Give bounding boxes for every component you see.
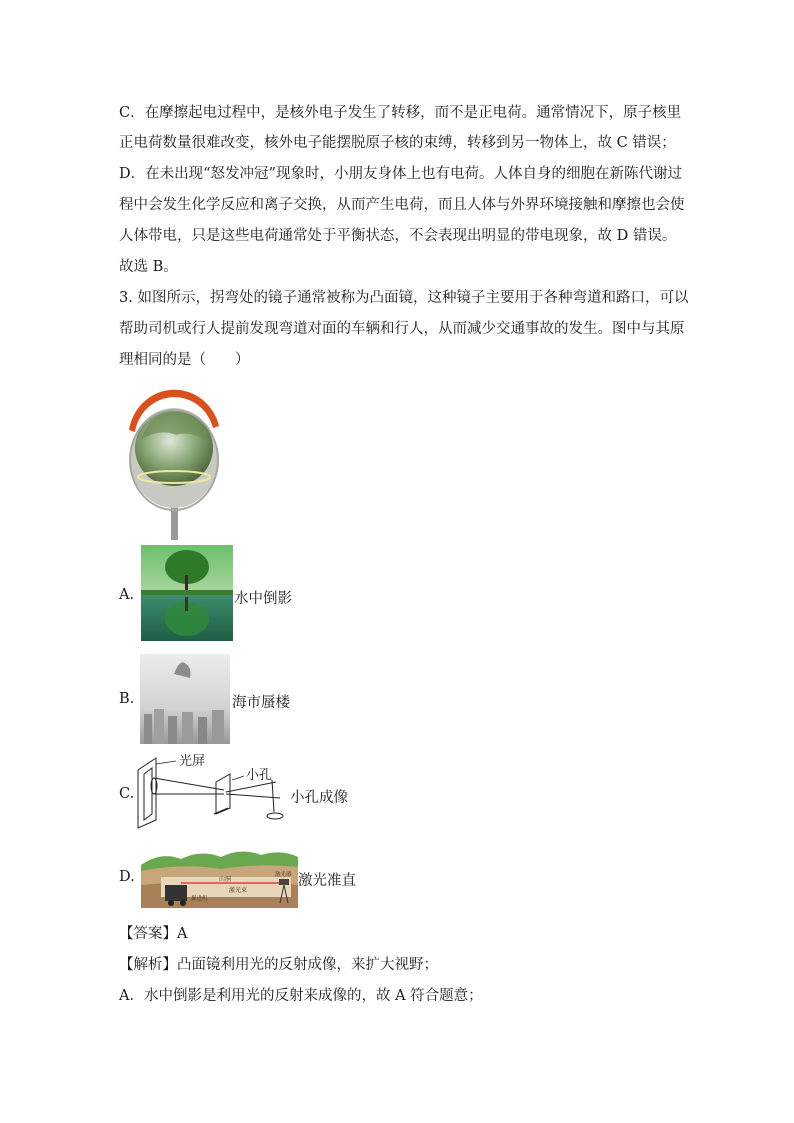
water-reflection-image <box>141 545 233 641</box>
option-b-letter: B. <box>119 691 135 707</box>
question-line-1: 3. 如图所示，拐弯处的镜子通常被称为凸面镜，这种镜子主要用于各种弯道和路口，可以 <box>119 290 689 306</box>
option-c-caption: 小孔成像 <box>290 790 348 806</box>
option-c-letter: C. <box>119 786 135 802</box>
choose-line: 故选 B。 <box>119 259 178 275</box>
laser-device-label: 激光器 <box>275 872 292 878</box>
answer-line: 【答案】A <box>119 926 188 942</box>
screen-label: 光屏 <box>179 753 206 768</box>
pinhole-diagram <box>134 752 290 830</box>
analysis-line-1: 【解析】凸面镜利用光的反射成像，来扩大视野； <box>119 957 438 973</box>
paragraph-c-line-1: C．在摩擦起电过程中，是核外电子发生了转移，而不是正电荷。通常情况下，原子核里 <box>119 105 682 121</box>
convex-mirror-image <box>121 380 229 540</box>
option-d-letter: D. <box>119 869 135 885</box>
analysis-line-2: A．水中倒影是利用光的反射来成像的，故 A 符合题意； <box>119 988 483 1004</box>
paragraph-d-line-1: D．在未出现“怒发冲冠”现象时，小朋友身体上也有电荷。人体自身的细胞在新陈代谢过 <box>119 166 682 182</box>
paragraph-c-line-2: 正电荷数量很难改变，核外电子能摆脱原子核的束缚，转移到另一物体上，故 C 错误； <box>119 135 676 151</box>
hole-label: 小孔 <box>246 767 273 782</box>
question-line-2: 帮助司机或行人提前发现弯道对面的车辆和行人，从而减少交通事故的发生。图中与其原 <box>119 321 685 337</box>
tunnel-label: 山洞 <box>219 876 232 883</box>
option-d-caption: 激光准直 <box>298 873 356 889</box>
paragraph-d-line-2: 程中会发生化学反应和离子交换，从而产生电荷，而且人体与外界环境接触和摩擦也会使 <box>119 197 685 213</box>
question-line-3: 理相同的是（ ） <box>119 352 250 368</box>
mirage-image <box>140 654 230 744</box>
laser-tunnel-image <box>141 845 298 908</box>
paragraph-d-line-3: 人体带电，只是这些电荷通常处于平衡状态，不会表现出明显的带电现象，故 D 错误。 <box>119 228 677 244</box>
option-a-caption: 水中倒影 <box>234 591 292 607</box>
option-a-letter: A. <box>119 587 135 603</box>
laser-beam-label: 激光束 <box>229 887 248 894</box>
machine-label: 掘进机 <box>191 896 208 902</box>
option-b-caption: 海市蜃楼 <box>232 695 290 711</box>
